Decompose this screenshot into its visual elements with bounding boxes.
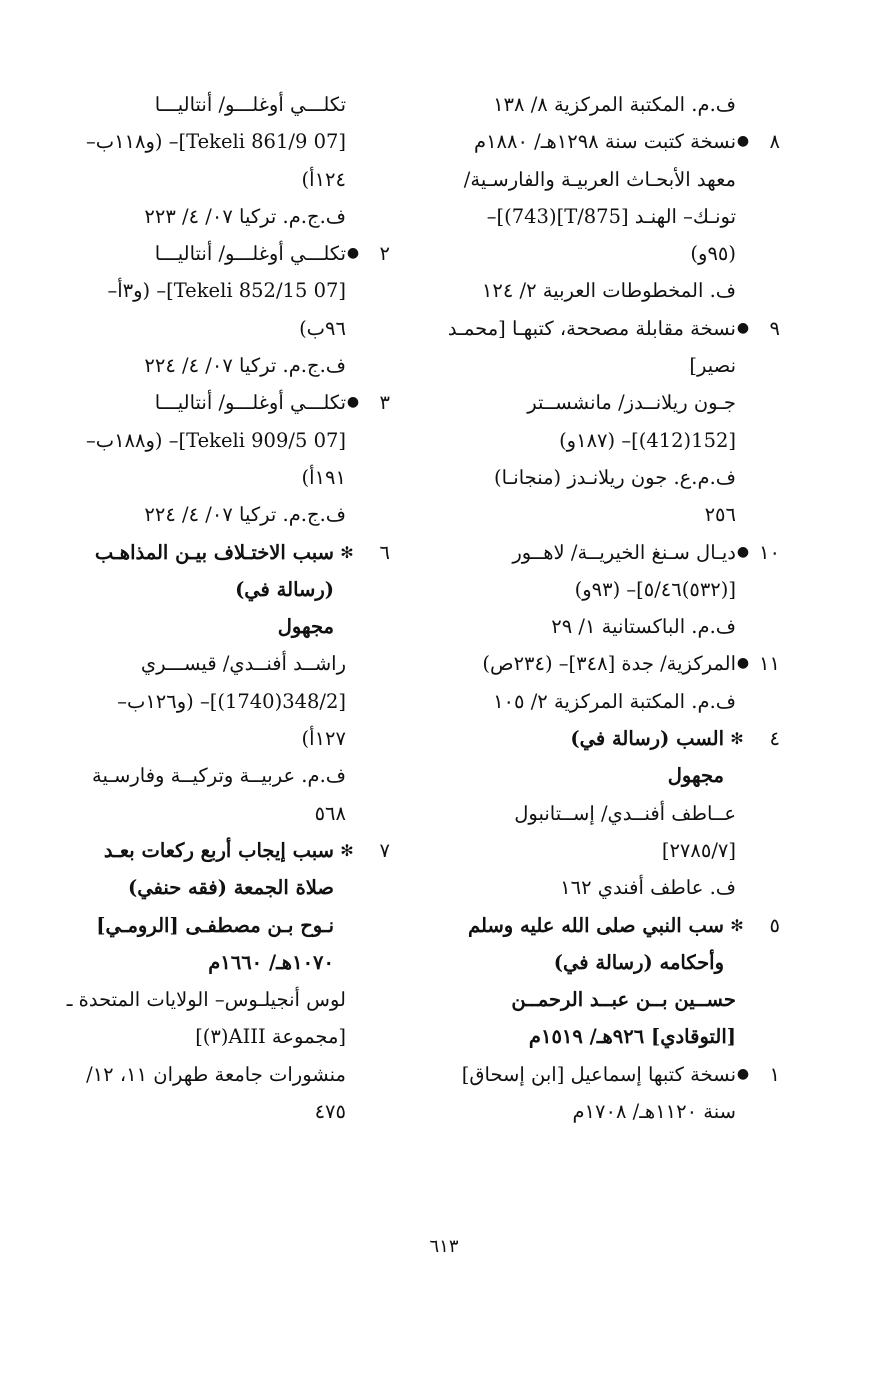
entry-title: سبب الاختـلاف بيـن المذاهـب	[94, 540, 334, 564]
catalog-line	[438, 422, 780, 459]
entry-text: لوس أنجيلـوس– الولايات المتحدة ـ	[66, 988, 346, 1012]
catalog-line	[48, 720, 390, 757]
catalog-line	[48, 907, 390, 944]
catalog-line	[48, 981, 390, 1018]
catalog-line	[438, 907, 780, 944]
bullet-icon: ●	[736, 543, 750, 560]
bullet-icon: ●	[736, 1065, 750, 1082]
entry-number: ٥	[769, 913, 780, 937]
entry-title: وأحكامه (رسالة في)	[553, 950, 724, 974]
entry-text: سنة ١١٢٠هـ/ ١٧٠٨م	[572, 1100, 736, 1124]
entry-text: ف. عاطف أفندي ١٦٢	[560, 876, 736, 900]
entry-text: ١٩١أ)	[301, 465, 346, 489]
entry-text: ف.م. المكتبة المركزية ٨/ ١٣٨	[493, 93, 736, 116]
entry-text: ف.ج.م. تركيا ٠٧/ ٤/ ٢٢٤	[144, 503, 346, 527]
catalog-line	[48, 496, 390, 533]
author-name: مجهول	[277, 615, 334, 639]
catalog-line	[48, 1056, 390, 1093]
catalog-line	[48, 757, 390, 794]
catalog-line	[438, 198, 780, 235]
entry-text: ف.م. المكتبة المركزية ٢/ ١٠٥	[493, 689, 736, 713]
bullet-icon: ●	[346, 245, 360, 262]
catalog-line	[48, 422, 390, 459]
entry-text: نصير]	[689, 354, 736, 378]
entry-text: ١٢٧أ)	[301, 727, 346, 751]
catalog-line	[48, 1093, 390, 1130]
catalog-line	[48, 347, 390, 384]
entry-text: ف.م. عربيــة وتركيــة وفارسـية	[91, 764, 346, 788]
entry-text: جـون ريلانــدز/ مانشســتر	[527, 391, 736, 415]
entry-number: ١٠	[759, 540, 780, 564]
entry-number: ١١	[759, 652, 780, 676]
entry-text: [٢٧٨٥/٧]	[661, 838, 736, 862]
catalog-line	[48, 608, 390, 645]
left-column	[48, 86, 390, 1130]
entry-text: تكلـــي أوغلـــو/ أنتاليـــا	[154, 242, 346, 266]
entry-text: ٩٦ب)	[299, 316, 346, 340]
catalog-line	[438, 86, 780, 123]
entry-text: ف. المخطوطات العربية ٢/ ١٢٤	[481, 279, 736, 303]
catalog-line	[438, 757, 780, 794]
catalog-line	[438, 272, 780, 309]
entry-title: (رسالة في)	[235, 577, 334, 601]
catalog-line	[438, 795, 780, 832]
entry-title: صلاة الجمعة (فقه حنفي)	[127, 876, 334, 900]
entry-title: سبب إيجاب أربع ركعات بعـد	[103, 838, 334, 862]
entry-text: ٢٥٦	[704, 503, 736, 527]
entry-text: [(٥٣٢)٥/٤٦]– (٩٣و)	[574, 577, 736, 601]
entry-text: (٩٥و)	[690, 242, 736, 266]
entry-text: [07 Tekeli 909/5]– (و١٨٨ب–	[85, 428, 346, 452]
entry-number: ٢	[379, 242, 390, 266]
author-name: مجهول	[667, 764, 724, 788]
catalog-line	[438, 459, 780, 496]
entry-text: ف.ج.م. تركيا ٠٧/ ٤/ ٢٢٣	[144, 204, 346, 228]
entry-number: ١	[769, 1062, 780, 1086]
page-number: ٦١٣	[429, 1236, 459, 1257]
catalog-line	[48, 832, 390, 869]
entry-text: تكلـــي أوغلـــو/ أنتاليـــا	[154, 391, 346, 415]
catalog-line	[438, 645, 780, 682]
entry-text: نسخة مقابلة مصححة، كتبهـا [محمـد	[447, 316, 736, 340]
entry-text: ١٢٤أ)	[301, 167, 346, 191]
catalog-line	[48, 235, 390, 272]
catalog-line	[48, 645, 390, 682]
bullet-icon: ●	[736, 655, 750, 672]
catalog-line	[438, 310, 780, 347]
entry-number: ٩	[769, 316, 780, 340]
entry-text: [07 Tekeli 852/15]– (و٣أ–	[107, 279, 346, 303]
catalog-line	[48, 198, 390, 235]
catalog-line	[48, 683, 390, 720]
catalog-line	[48, 534, 390, 571]
entry-text: نسخة كتبت سنة ١٢٩٨هـ/ ١٨٨٠م	[474, 130, 736, 154]
star-icon: ✻	[730, 915, 744, 935]
catalog-line	[438, 683, 780, 720]
catalog-line	[438, 1018, 780, 1055]
entry-text: [07 Tekeli 861/9]– (و١١٨ب–	[85, 130, 346, 154]
catalog-line	[438, 944, 780, 981]
entry-number: ٣	[379, 391, 390, 415]
entry-text: راشــد أفنــدي/ قيســـري	[140, 652, 346, 676]
entry-text: تكلـــي أوغلـــو/ أنتاليـــا	[154, 93, 346, 116]
catalog-line	[48, 161, 390, 198]
catalog-line	[438, 534, 780, 571]
catalog-line	[438, 608, 780, 645]
star-icon: ✻	[340, 542, 354, 562]
catalog-line	[48, 272, 390, 309]
star-icon: ✻	[340, 840, 354, 860]
entry-text: عــاطف أفنــدي/ إســتانبول	[514, 801, 736, 825]
catalog-line	[48, 869, 390, 906]
catalog-line	[438, 161, 780, 198]
catalog-line	[48, 571, 390, 608]
catalog-line	[438, 832, 780, 869]
entry-text: ف.م. الباكستانية ١/ ٢٩	[551, 615, 736, 639]
entry-number: ٧	[379, 838, 390, 862]
entry-number: ٦	[379, 540, 390, 564]
catalog-line	[48, 86, 390, 123]
entry-text: ٥٦٨	[314, 801, 346, 825]
entry-text: ف.ج.م. تركيا ٠٧/ ٤/ ٢٢٤	[144, 354, 346, 378]
catalog-line	[438, 235, 780, 272]
entry-text: [مجموعة AIII(٣)]	[195, 1025, 346, 1049]
catalog-line	[438, 571, 780, 608]
entry-text: ف.م.ع. جون ريلانـدز (منجانـا)	[494, 465, 736, 489]
catalog-line	[48, 123, 390, 160]
catalog-line	[438, 347, 780, 384]
bullet-icon: ●	[736, 319, 750, 336]
catalog-line	[438, 981, 780, 1018]
right-column	[438, 86, 780, 1130]
entry-text: منشورات جامعة طهران ١١، ١٢/	[86, 1062, 346, 1086]
catalog-line	[438, 496, 780, 533]
entry-title: السب (رسالة في)	[570, 727, 724, 751]
author-name: [التوقادي] ٩٢٦هـ/ ١٥١٩م	[528, 1025, 736, 1049]
catalog-line	[48, 459, 390, 496]
author-name: ١٠٧٠هـ/ ١٦٦٠م	[208, 950, 334, 974]
entry-text: المركزية/ جدة [٣٤٨]– (٢٣٤ص)	[482, 652, 736, 676]
entry-text: تونـك– الهنـد [T/875](743)]–	[486, 204, 736, 228]
catalog-line	[48, 310, 390, 347]
catalog-line	[438, 720, 780, 757]
entry-number: ٤	[769, 727, 780, 751]
entry-text: معهد الأبحـاث العربيـة والفارسـية/	[463, 167, 736, 191]
catalog-line	[438, 384, 780, 421]
entry-text: [152(412)]– (١٨٧و)	[559, 428, 736, 452]
catalog-line	[48, 944, 390, 981]
star-icon: ✻	[730, 729, 744, 749]
entry-text: ٤٧٥	[314, 1100, 346, 1124]
bullet-icon: ●	[346, 394, 360, 411]
author-name: نـوح بـن مصطفـى [الرومـي]	[96, 913, 334, 937]
bullet-icon: ●	[736, 133, 750, 150]
catalog-line	[438, 1056, 780, 1093]
entry-text: ديـال سـنغ الخيريــة/ لاهــور	[512, 540, 736, 564]
entry-text: نسخة كتبها إسماعيل [ابن إسحاق]	[461, 1062, 736, 1086]
catalog-line	[438, 123, 780, 160]
catalog-line	[438, 869, 780, 906]
entry-title: سب النبي صلى الله عليه وسلم	[468, 913, 724, 937]
catalog-line	[48, 1018, 390, 1055]
entry-number: ٨	[769, 130, 780, 154]
catalog-line	[48, 384, 390, 421]
catalog-line	[438, 1093, 780, 1130]
catalog-line	[48, 795, 390, 832]
author-name: حســين بــن عبــد الرحمــن	[511, 988, 736, 1012]
entry-text: [348/2(1740)]– (و١٢٦ب–	[117, 689, 346, 713]
